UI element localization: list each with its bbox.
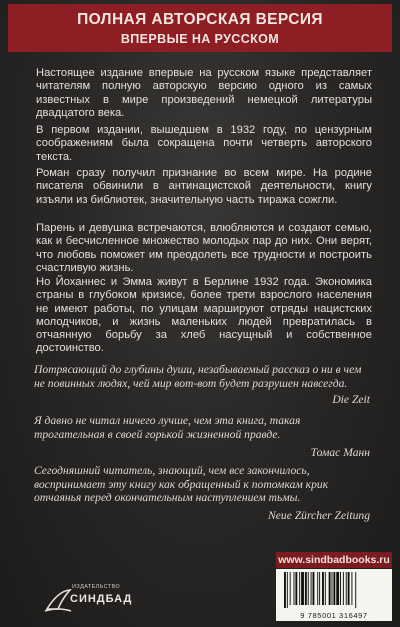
publisher-name: СИНДБАД: [70, 593, 133, 605]
review-source-3: Neue Zürcher Zeitung: [268, 509, 370, 522]
review-quote-1: Потрясающий до глубины души, незабываемый рассказ о ни в чем не повинных людях, чей мир вот-вот будет разрушен навсегда.: [34, 363, 362, 390]
isbn-number: 9 785001 316497: [300, 611, 368, 620]
review-source-1: Die Zeit: [332, 393, 370, 406]
publisher-small-label: ИЗДАТЕЛЬСТВО: [72, 584, 121, 590]
review-quote-2: Я давно не читал ничего лучше, чем эта книга, такая трогательная в своей горькой жизненной правде.: [34, 414, 301, 441]
review-quote-3: Сегодняшний читатель, знающий, чем все закончилось, воспринимает эту книгу как обращенный к потомкам крик отчаянья перед окончательным наступлением тьмы.: [34, 464, 329, 505]
blurb-paragraph-2: В первом издании, вышедшем в 1932 году, по цензурным соображениям была сокращена почти четверть авторского текста.: [36, 124, 372, 163]
review-source-2: Томас Манн: [310, 446, 370, 459]
blurb-paragraph-4: Парень и девушка встречаются, влюбляются и создают семью, как и бесчисленное множество молодых пар до них. Они верят, что любовь поможет им преодолеть все трудности и построить счастливую жизнь.: [36, 222, 372, 274]
barcode: [276, 569, 392, 621]
sail-icon: [44, 587, 72, 615]
publisher-logo: [44, 583, 154, 617]
blurb-paragraph-1: Настоящее издание впервые на русском языке представляет читателям полную авторскую версию одного из самых известных в мире произведений немецкой литературы двадцатого века.: [36, 67, 372, 119]
publisher-url: www.sindbadbooks.ru: [276, 552, 392, 568]
banner-line-1: ПОЛНАЯ АВТОРСКАЯ ВЕРСИЯ: [77, 11, 323, 28]
banner-line-2: ВПЕРВЫЕ НА РУССКОМ: [120, 32, 280, 46]
blurb-paragraph-3: Роман сразу получил признание во всем мире. На родине писателя обвинили в антинацистской деятельности, книгу изъяли из библиотек, значительную часть тиража сожгли.: [36, 167, 372, 206]
blurb-paragraph-5: Но Йоханнес и Эмма живут в Берлине 1932 года. Экономика страны в глубоком кризисе, более трети взрослого населения не имеют работы, по улицам маршируют отряды нацистских молодчиков, и жизнь маленьких людей превратилась в отчаянную борьбу за хлеб насущный и собственное достоинство.: [36, 276, 372, 355]
edition-banner: [8, 4, 392, 52]
barcode-bars: [284, 572, 384, 608]
